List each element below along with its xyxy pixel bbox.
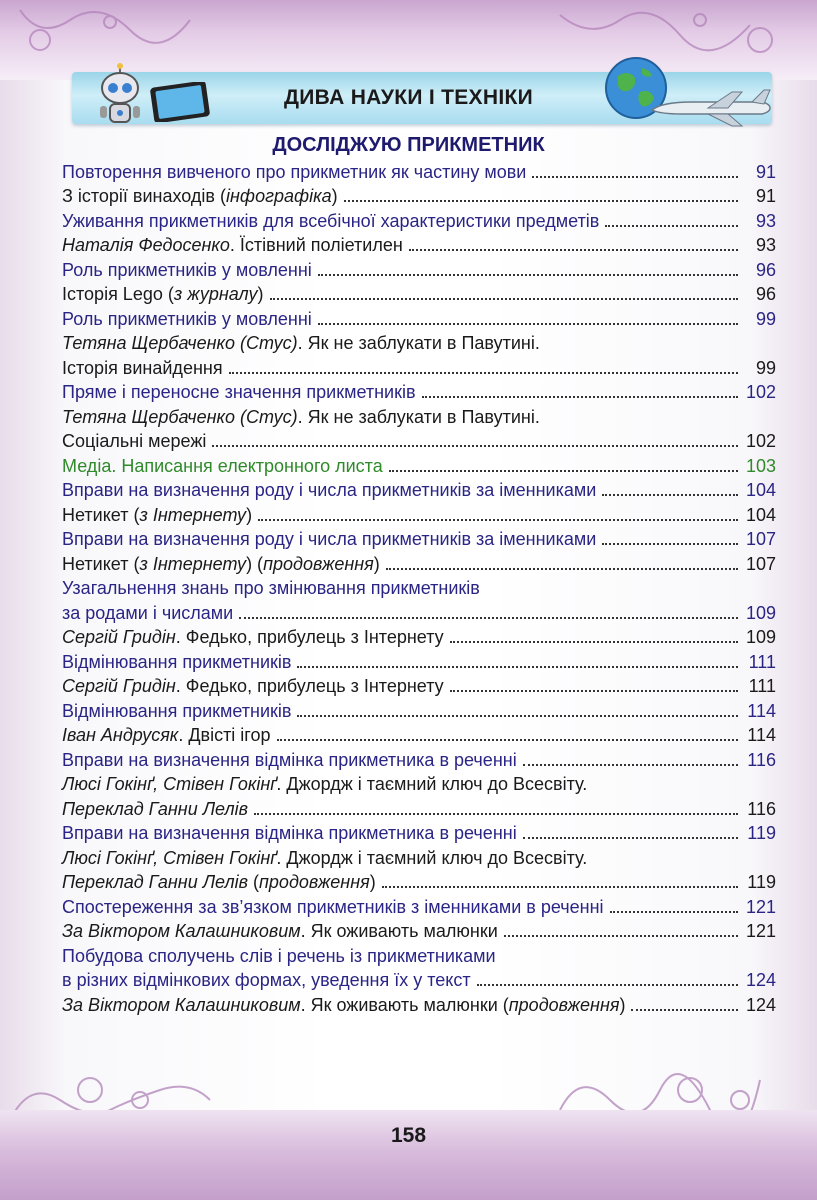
dot-leader bbox=[212, 445, 738, 447]
toc-entry bbox=[62, 893, 776, 918]
toc-entry-italic-text: Люсі Гокінґ, Стівен Гокінґ bbox=[62, 774, 277, 794]
dot-leader bbox=[239, 617, 738, 619]
toc-entry-page: 121 bbox=[745, 896, 776, 917]
toc-entry-page: 91 bbox=[755, 186, 776, 206]
dot-leader bbox=[386, 568, 738, 570]
toc-entry-italic-text: продовження bbox=[263, 553, 374, 574]
toc-entry-text: ) ( bbox=[246, 553, 264, 574]
dot-leader bbox=[318, 274, 738, 276]
toc-entry-italic-text: Тетяна Щербаченко (Стус) bbox=[62, 333, 298, 353]
toc-entry-page: 96 bbox=[755, 284, 776, 304]
dot-leader bbox=[297, 715, 738, 717]
toc-entry-page: 109 bbox=[745, 602, 776, 623]
dot-leader bbox=[382, 886, 738, 888]
toc-entry-text: Повторення вивченого про прикметник як частину мови bbox=[62, 161, 527, 182]
toc-entry-page: 103 bbox=[745, 455, 776, 476]
toc-entry-title bbox=[62, 259, 312, 281]
dot-leader bbox=[254, 813, 738, 815]
toc-entry bbox=[62, 722, 776, 747]
toc-entry-text: Вправи на визначення відмінка прикметника в реченні bbox=[62, 749, 517, 770]
toc-entry-text: Історія винайдення bbox=[62, 357, 223, 378]
table-of-contents bbox=[62, 158, 776, 1016]
toc-entry-page: 104 bbox=[745, 480, 776, 500]
toc-entry bbox=[62, 795, 776, 820]
toc-entry-page: 99 bbox=[755, 308, 776, 329]
toc-entry bbox=[62, 942, 776, 967]
toc-entry-title bbox=[62, 455, 383, 477]
toc-entry-page: 116 bbox=[747, 749, 776, 770]
toc-entry-page: 107 bbox=[745, 529, 776, 549]
dot-leader bbox=[344, 200, 738, 202]
toc-entry-title bbox=[62, 969, 471, 991]
toc-entry bbox=[62, 991, 776, 1016]
toc-entry bbox=[62, 207, 776, 232]
toc-entry-text: ) bbox=[257, 284, 264, 304]
toc-entry-title bbox=[62, 406, 540, 428]
toc-entry-title bbox=[62, 381, 416, 403]
dot-leader bbox=[389, 470, 738, 472]
dot-leader bbox=[258, 519, 738, 521]
toc-entry-text: Узагальнення знань про змінювання прикметників bbox=[62, 578, 480, 598]
toc-entry-text: Медіа. Написання електронного листа bbox=[62, 455, 383, 476]
toc-entry-text: Уживання прикметників для всебічної характеристики предметів bbox=[62, 210, 600, 231]
toc-entry-page: 119 bbox=[747, 872, 776, 892]
toc-entry-page: 109 bbox=[745, 627, 776, 647]
toc-entry-page: 111 bbox=[748, 676, 776, 696]
toc-entry-title bbox=[62, 308, 312, 330]
toc-entry-page: 102 bbox=[745, 431, 776, 451]
toc-entry-text: Спостереження за зв’язком прикметників з іменниками в реченні bbox=[62, 896, 604, 917]
toc-entry bbox=[62, 379, 776, 404]
toc-entry-text: Вправи на визначення відмінка прикметника в реченні bbox=[62, 823, 517, 843]
toc-entry-title bbox=[62, 528, 596, 550]
toc-entry-text: Пряме і переносне значення прикметників bbox=[62, 382, 416, 402]
toc-entry-italic-text: Переклад Ганни Лелів bbox=[62, 798, 249, 819]
toc-entry-text: Відмінювання прикметників bbox=[62, 651, 292, 672]
toc-entry bbox=[62, 869, 776, 894]
toc-entry-title bbox=[62, 234, 403, 256]
toc-entry-italic-text: За Віктором Калашниковим bbox=[62, 921, 301, 941]
toc-entry-page: 114 bbox=[747, 725, 776, 745]
chapter-title: ДИВА НАУКИ І ТЕХНІКИ bbox=[284, 86, 533, 109]
toc-entry-italic-text: Люсі Гокінґ, Стівен Гокінґ bbox=[62, 847, 277, 868]
toc-entry-italic-text: Сергій Гридін bbox=[62, 627, 176, 647]
toc-entry bbox=[62, 452, 776, 477]
toc-entry-page: 99 bbox=[755, 357, 776, 378]
toc-entry-text: . Федько, прибулець з Інтернету bbox=[175, 627, 444, 647]
toc-entry-page: 107 bbox=[745, 553, 776, 574]
toc-entry-text: Нетикет ( bbox=[62, 504, 140, 525]
toc-entry-page: 96 bbox=[755, 259, 776, 280]
toc-entry-page: 119 bbox=[747, 823, 776, 843]
toc-entry-italic-text: Наталія Федосенко bbox=[62, 235, 230, 255]
toc-entry bbox=[62, 624, 776, 649]
toc-entry-text: Роль прикметників у мовленні bbox=[62, 259, 312, 280]
toc-entry-title bbox=[62, 504, 252, 526]
dot-leader bbox=[422, 396, 738, 398]
toc-entry bbox=[62, 477, 776, 502]
toc-entry-title bbox=[62, 700, 291, 722]
toc-entry-italic-text: За Віктором Калашниковим bbox=[62, 994, 301, 1015]
tablet-icon bbox=[150, 82, 212, 122]
toc-entry-text: Побудова сполучень слів і речень із прикметниками bbox=[62, 945, 496, 966]
toc-entry-text: . Джордж і таємний ключ до Всесвіту. bbox=[276, 847, 588, 868]
toc-entry-title bbox=[62, 283, 264, 305]
toc-entry-title bbox=[62, 210, 599, 232]
toc-entry-text: ) bbox=[369, 872, 376, 892]
toc-entry bbox=[62, 967, 776, 992]
dot-leader bbox=[318, 323, 738, 325]
toc-entry-title bbox=[62, 161, 526, 183]
toc-entry-text: ) bbox=[619, 994, 626, 1015]
toc-entry-text: . Як оживають малюнки bbox=[300, 921, 498, 941]
toc-entry-title bbox=[62, 357, 223, 379]
toc-entry-italic-text: продовження bbox=[259, 872, 370, 892]
toc-entry-title bbox=[62, 822, 517, 844]
toc-entry-text: Соціальні мережі bbox=[62, 431, 207, 451]
toc-entry-title bbox=[62, 896, 604, 918]
toc-entry-page: 102 bbox=[745, 382, 776, 402]
toc-entry-text: Роль прикметників у мовленні bbox=[62, 308, 312, 329]
dot-leader bbox=[277, 739, 738, 741]
toc-entry-title bbox=[62, 430, 206, 452]
toc-entry-text: . Джордж і таємний ключ до Всесвіту. bbox=[276, 774, 588, 794]
toc-entry-text: Вправи на визначення роду і числа прикметників за іменниками bbox=[62, 529, 597, 549]
toc-entry-text: . Як оживають малюнки ( bbox=[300, 994, 509, 1015]
toc-entry-text: Вправи на визначення роду і числа прикметників за іменниками bbox=[62, 480, 597, 500]
toc-entry-text: ) bbox=[373, 553, 380, 574]
toc-entry-page: 114 bbox=[747, 700, 776, 721]
toc-entry-italic-text: продовження bbox=[508, 994, 620, 1015]
dot-leader bbox=[477, 984, 738, 986]
dot-leader bbox=[523, 764, 738, 766]
toc-entry-text: . Їстівний поліетилен bbox=[229, 235, 403, 255]
toc-entry bbox=[62, 575, 776, 600]
toc-entry-italic-text: Сергій Гридін bbox=[62, 676, 176, 696]
toc-entry bbox=[62, 599, 776, 624]
dot-leader bbox=[602, 494, 738, 496]
toc-entry-text: ( bbox=[248, 872, 260, 892]
toc-entry-title bbox=[62, 871, 376, 893]
dot-leader bbox=[602, 543, 738, 545]
toc-entry-title bbox=[62, 798, 248, 820]
toc-entry-title bbox=[62, 945, 496, 967]
toc-entry-title bbox=[62, 602, 233, 624]
toc-entry-title bbox=[62, 626, 444, 648]
toc-entry-title bbox=[62, 920, 498, 942]
toc-entry bbox=[62, 550, 776, 575]
toc-entry-title bbox=[62, 332, 540, 354]
toc-entry-text: . Федько, прибулець з Інтернету bbox=[175, 676, 444, 696]
toc-entry-text: З історії винаходів ( bbox=[62, 186, 226, 206]
toc-entry-title bbox=[62, 577, 480, 599]
toc-entry bbox=[62, 746, 776, 771]
toc-entry-text: в різних відмінкових формах, уведення їх у текст bbox=[62, 970, 471, 990]
robot-icon bbox=[96, 62, 144, 132]
toc-entry bbox=[62, 403, 776, 428]
toc-entry bbox=[62, 183, 776, 208]
toc-entry-title bbox=[62, 994, 625, 1016]
toc-entry-page: 124 bbox=[745, 970, 776, 990]
toc-entry bbox=[62, 428, 776, 453]
toc-entry bbox=[62, 330, 776, 355]
dot-leader bbox=[504, 935, 738, 937]
dot-leader bbox=[409, 249, 738, 251]
dot-leader bbox=[605, 225, 738, 227]
toc-entry bbox=[62, 526, 776, 551]
toc-entry-text: . Як не заблукати в Павутині. bbox=[297, 333, 540, 353]
toc-entry-title bbox=[62, 675, 444, 697]
toc-entry-italic-text: Іван Андрусяк bbox=[62, 725, 179, 745]
toc-entry-text: ) bbox=[331, 186, 338, 206]
toc-entry bbox=[62, 256, 776, 281]
toc-entry bbox=[62, 305, 776, 330]
section-title: ДОСЛІДЖУЮ ПРИКМЕТНИК bbox=[272, 134, 545, 156]
page-number: 158 bbox=[390, 1124, 427, 1147]
toc-entry-text: за родами і числами bbox=[62, 602, 234, 623]
toc-entry bbox=[62, 354, 776, 379]
toc-entry bbox=[62, 918, 776, 943]
toc-entry-title bbox=[62, 724, 271, 746]
toc-entry-page: 104 bbox=[745, 504, 776, 525]
toc-entry-italic-text: з Інтернету bbox=[139, 504, 247, 525]
toc-entry bbox=[62, 771, 776, 796]
dot-leader bbox=[297, 666, 738, 668]
toc-entry-italic-text: з журналу bbox=[173, 284, 258, 304]
toc-entry-text: Нетикет ( bbox=[62, 553, 140, 574]
toc-entry-text: Відмінювання прикметників bbox=[62, 700, 292, 721]
dot-leader bbox=[523, 837, 738, 839]
dot-leader bbox=[229, 372, 738, 374]
toc-entry bbox=[62, 844, 776, 869]
toc-entry bbox=[62, 820, 776, 845]
toc-entry-page: 93 bbox=[755, 210, 776, 231]
toc-entry bbox=[62, 697, 776, 722]
toc-entry bbox=[62, 673, 776, 698]
toc-entry-italic-text: інфографіка bbox=[225, 186, 332, 206]
toc-entry-title bbox=[62, 749, 517, 771]
toc-entry-text: . Як не заблукати в Павутині. bbox=[297, 406, 540, 427]
toc-entry-page: 124 bbox=[745, 994, 776, 1015]
dot-leader bbox=[610, 911, 738, 913]
toc-entry-title bbox=[62, 185, 338, 207]
toc-entry-italic-text: з Інтернету bbox=[139, 553, 247, 574]
airplane-icon bbox=[648, 88, 774, 128]
dot-leader bbox=[532, 176, 738, 178]
toc-entry-text: ) bbox=[246, 504, 253, 525]
toc-entry bbox=[62, 501, 776, 526]
toc-entry-page: 121 bbox=[745, 921, 776, 941]
toc-entry-page: 116 bbox=[747, 798, 776, 819]
toc-entry-title bbox=[62, 847, 587, 869]
dot-leader bbox=[631, 1009, 738, 1011]
dot-leader bbox=[270, 298, 739, 300]
toc-entry-italic-text: Переклад Ганни Лелів bbox=[62, 872, 249, 892]
dot-leader bbox=[450, 641, 738, 643]
toc-entry-page: 111 bbox=[748, 651, 776, 672]
toc-entry-text: Історія Lego ( bbox=[62, 284, 174, 304]
toc-entry-title bbox=[62, 651, 291, 673]
toc-entry-text: . Двісті ігор bbox=[178, 725, 271, 745]
toc-entry-page: 91 bbox=[755, 161, 776, 182]
toc-entry bbox=[62, 232, 776, 257]
toc-entry bbox=[62, 281, 776, 306]
toc-entry-title bbox=[62, 479, 596, 501]
dot-leader bbox=[450, 690, 738, 692]
toc-entry-italic-text: Тетяна Щербаченко (Стус) bbox=[62, 406, 298, 427]
toc-entry-title bbox=[62, 553, 380, 575]
toc-entry-title bbox=[62, 773, 587, 795]
toc-entry-page: 93 bbox=[755, 235, 776, 255]
toc-entry bbox=[62, 648, 776, 673]
toc-entry bbox=[62, 158, 776, 183]
